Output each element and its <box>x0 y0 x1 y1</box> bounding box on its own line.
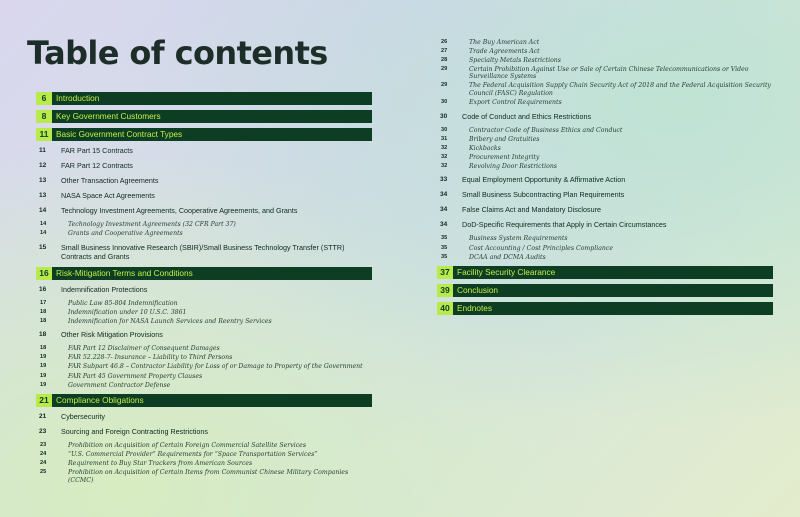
toc-page-number: 16 <box>39 285 47 293</box>
toc-page-number: 34 <box>440 191 448 199</box>
toc-entry-title: Certain Prohibition Against Use or Sale of Certain Chinese Telecommunications or Video Surveillance Systems <box>469 65 749 81</box>
toc-page-number: 19 <box>40 354 47 361</box>
toc-page-number: 14 <box>39 207 47 214</box>
toc-page-number: 19 <box>40 363 47 370</box>
toc-page-number: 25 <box>40 469 47 476</box>
toc-page-number: 35 <box>441 244 448 251</box>
toc-page-number: 30 <box>440 112 448 120</box>
toc-subentry[interactable] <box>36 373 372 381</box>
toc-page-number: 13 <box>39 192 47 199</box>
toc-section[interactable] <box>36 394 372 407</box>
toc-subentry[interactable] <box>437 99 773 107</box>
toc-page-number: 28 <box>441 56 448 63</box>
toc-entry-title: Business System Requirements <box>469 235 568 243</box>
toc-entry-title: Risk-Mitigation Terms and Conditions <box>56 267 193 278</box>
toc-page-number: 14 <box>40 221 47 227</box>
toc-page-number: 34 <box>440 206 448 214</box>
toc-page-number: 15 <box>39 243 47 251</box>
toc-subentry[interactable] <box>36 460 372 468</box>
toc-page-number: 32 <box>441 144 448 151</box>
toc-subentry[interactable] <box>437 163 773 171</box>
toc-page-number: 23 <box>39 428 47 436</box>
toc-page-number: 39 <box>437 284 453 297</box>
toc-page-number: 14 <box>40 230 47 237</box>
toc-section[interactable] <box>36 267 372 280</box>
toc-page-number: 32 <box>441 162 448 169</box>
toc-entry-title: FAR Part 12 Disclaimer of Consequent Damages <box>68 345 220 353</box>
toc-subentry[interactable] <box>437 254 773 262</box>
toc-entry[interactable] <box>36 285 372 294</box>
toc-entry-title: Cybersecurity <box>61 412 105 422</box>
toc-entry-title: Specialty Metals Restrictions <box>469 56 561 64</box>
toc-page-number: 40 <box>437 302 453 315</box>
toc-entry-title: Small Business Innovative Research (SBIR)/Small Business Technology Transfer (STTR) Contracts and Grants <box>61 242 345 261</box>
toc-entry-title: FAR Subpart 46.8 – Contractor Liability for Loss of or Damage to Property of the Government <box>68 363 363 371</box>
toc-section[interactable] <box>437 302 773 315</box>
toc-subentry[interactable] <box>437 66 773 81</box>
toc-subentry[interactable] <box>437 57 773 65</box>
toc-entry-title: Technology Investment Agreements (32 CFR Part 37) <box>68 221 236 228</box>
toc-page-number: 34 <box>440 221 448 229</box>
toc-entry-title: Compliance Obligations <box>56 395 144 406</box>
toc-page-number: 31 <box>441 135 448 142</box>
toc-entry-title: Contractor Code of Business Ethics and Conduct <box>469 126 623 134</box>
toc-entry-title: Bribery and Gratuities <box>469 135 540 143</box>
toc-entry-title: Public Law 85-804 Indemnification <box>68 299 178 307</box>
toc-entry-title: “U.S. Commercial Provider” Requirements for “Space Transportation Services” <box>68 451 318 459</box>
toc-subentry[interactable] <box>437 235 773 243</box>
toc-page-number: 6 <box>36 92 52 105</box>
toc-entry-title: Endnotes <box>457 303 493 314</box>
toc-entry-title: Introduction <box>56 93 100 103</box>
toc-entry[interactable] <box>36 206 372 215</box>
toc-page-number: 17 <box>40 299 47 306</box>
toc-page-number: 33 <box>440 176 448 184</box>
toc-entry-title: Prohibition on Acquisition of Certain Items from Communist Chinese Military Companies (CCMC) <box>68 469 349 484</box>
toc-entry-title: Sourcing and Foreign Contracting Restrictions <box>61 427 209 437</box>
toc-entry-title: Kickbacks <box>469 144 501 152</box>
toc-subentry[interactable] <box>437 245 773 253</box>
toc-entry-title: Other Transaction Agreements <box>61 176 159 185</box>
toc-entry-title: Indemnification Protections <box>61 284 148 294</box>
toc-entry-title: Grants and Cooperative Agreements <box>68 230 183 238</box>
toc-page-number: 24 <box>40 460 47 467</box>
toc-entry-title: Equal Employment Opportunity & Affirmative Action <box>462 175 626 185</box>
toc-page-number: 18 <box>39 331 47 339</box>
toc-entry[interactable] <box>437 175 773 184</box>
toc-entry-title: Cost Accounting / Cost Principles Compliance <box>469 244 614 252</box>
toc-page-number: 23 <box>40 442 47 449</box>
toc-entry-title: Indemnification under 10 U.S.C. 3861 <box>68 308 187 316</box>
toc-entry[interactable] <box>36 191 372 200</box>
toc-entry[interactable] <box>36 176 372 185</box>
toc-page-number: 21 <box>36 394 52 407</box>
toc-entry-title: Conclusion <box>457 285 499 296</box>
toc-subentry[interactable] <box>36 221 372 229</box>
toc-left-column <box>36 92 372 486</box>
toc-subentry[interactable] <box>437 39 773 47</box>
toc-subentry[interactable] <box>36 300 372 308</box>
toc-section[interactable] <box>36 110 372 123</box>
toc-page-number: 8 <box>36 110 52 123</box>
toc-page-number: 29 <box>441 82 448 89</box>
toc-page-number: 29 <box>441 65 448 72</box>
toc-entry[interactable] <box>437 220 773 229</box>
toc-section[interactable] <box>36 128 372 141</box>
toc-entry[interactable] <box>36 146 372 155</box>
toc-page-number: 27 <box>441 47 448 54</box>
toc-entry-title: Key Government Customers <box>56 111 161 121</box>
toc-entry[interactable] <box>36 161 372 170</box>
toc-entry-title: Other Risk Mitigation Provisions <box>61 330 163 340</box>
toc-subentry[interactable] <box>36 230 372 238</box>
toc-page-number: 18 <box>40 308 47 315</box>
toc-entry-title: Procurement Integrity <box>469 153 540 161</box>
toc-subentry[interactable] <box>437 48 773 56</box>
toc-entry-title: False Claims Act and Mandatory Disclosure <box>462 205 602 215</box>
toc-section[interactable] <box>437 284 773 297</box>
toc-entry-title: FAR Part 15 Contracts <box>61 146 133 155</box>
toc-subentry[interactable] <box>36 318 372 326</box>
toc-subentry[interactable] <box>36 442 372 450</box>
toc-page-number: 30 <box>441 126 448 133</box>
toc-entry[interactable] <box>437 112 773 121</box>
toc-page-number: 12 <box>39 162 47 169</box>
toc-page-number: 35 <box>441 235 448 242</box>
toc-subentry[interactable] <box>36 363 372 371</box>
toc-entry-title: Trade Agreements Act <box>469 47 540 55</box>
toc-page-number: 13 <box>39 177 47 184</box>
toc-right-column <box>437 37 773 320</box>
toc-subentry[interactable] <box>36 382 372 390</box>
toc-page-number: 21 <box>39 413 47 421</box>
toc-page-number: 32 <box>441 153 448 160</box>
toc-page-number: 19 <box>40 381 47 388</box>
toc-subentry[interactable] <box>36 451 372 459</box>
toc-subentry[interactable] <box>437 136 773 144</box>
toc-subentry[interactable] <box>437 82 773 97</box>
toc-section[interactable] <box>36 92 372 105</box>
toc-entry[interactable] <box>36 412 372 421</box>
toc-entry-title: The Federal Acquisition Supply Chain Security Act of 2018 and the Federal Acquisition Security Council (FASC) Regulation <box>469 82 771 97</box>
toc-entry-title: Small Business Subcontracting Plan Requirements <box>462 190 625 200</box>
page-title: Table of contents <box>27 34 328 72</box>
toc-page-number: 11 <box>39 147 46 154</box>
toc-subentry[interactable] <box>437 127 773 135</box>
toc-page-number: 18 <box>40 317 47 324</box>
toc-entry[interactable] <box>437 205 773 214</box>
toc-entry-title: DCAA and DCMA Audits <box>469 253 546 261</box>
toc-subentry[interactable] <box>437 154 773 162</box>
toc-entry-title: FAR 52.228-7- Insurance – Liability to Third Persons <box>68 354 233 362</box>
toc-entry-title: Technology Investment Agreements, Cooperative Agreements, and Grants <box>61 206 298 215</box>
toc-subentry[interactable] <box>437 145 773 153</box>
toc-entry-title: Code of Conduct and Ethics Restrictions <box>462 111 592 121</box>
toc-entry-title: The Buy American Act <box>469 38 540 46</box>
toc-section[interactable] <box>437 266 773 279</box>
toc-entry-title: NASA Space Act Agreements <box>61 191 155 200</box>
toc-entry-title: Export Control Requirements <box>469 99 562 107</box>
toc-entry[interactable] <box>36 330 372 339</box>
toc-page-number: 11 <box>36 128 52 141</box>
toc-entry-title: Prohibition on Acquisition of Certain Foreign Commercial Satellite Services <box>68 442 307 450</box>
toc-subentry[interactable] <box>36 354 372 362</box>
toc-page-number: 24 <box>40 451 47 458</box>
toc-entry-title: Revolving Door Restrictions <box>469 162 557 170</box>
toc-subentry[interactable] <box>36 469 372 484</box>
toc-page-number: 18 <box>40 345 47 352</box>
toc-entry-title: Government Contractor Defense <box>68 381 171 389</box>
toc-subentry[interactable] <box>36 309 372 317</box>
toc-page-number: 19 <box>40 372 47 379</box>
toc-page-number: 16 <box>36 267 52 280</box>
toc-page-number: 35 <box>441 253 448 260</box>
toc-page-number: 30 <box>441 99 448 106</box>
toc-entry-title: Indemnification for NASA Launch Services and Reentry Services <box>68 317 272 325</box>
toc-page-number: 37 <box>437 266 453 279</box>
toc-entry-title: DoD-Specific Requirements that Apply in Certain Circumstances <box>462 220 667 230</box>
toc-subentry[interactable] <box>36 345 372 353</box>
toc-entry[interactable] <box>36 427 372 436</box>
toc-entry-title: Requirement to Buy Star Trackers from American Sources <box>68 460 253 468</box>
toc-entry[interactable] <box>437 190 773 199</box>
toc-entry-title: FAR Part 45 Government Property Clauses <box>68 372 203 380</box>
toc-entry-title: Facility Security Clearance <box>457 267 556 278</box>
toc-entry-title: FAR Part 12 Contracts <box>61 161 133 170</box>
toc-page-number: 26 <box>441 38 448 45</box>
toc-entry-title: Basic Government Contract Types <box>56 129 183 139</box>
toc-entry[interactable] <box>36 243 372 261</box>
